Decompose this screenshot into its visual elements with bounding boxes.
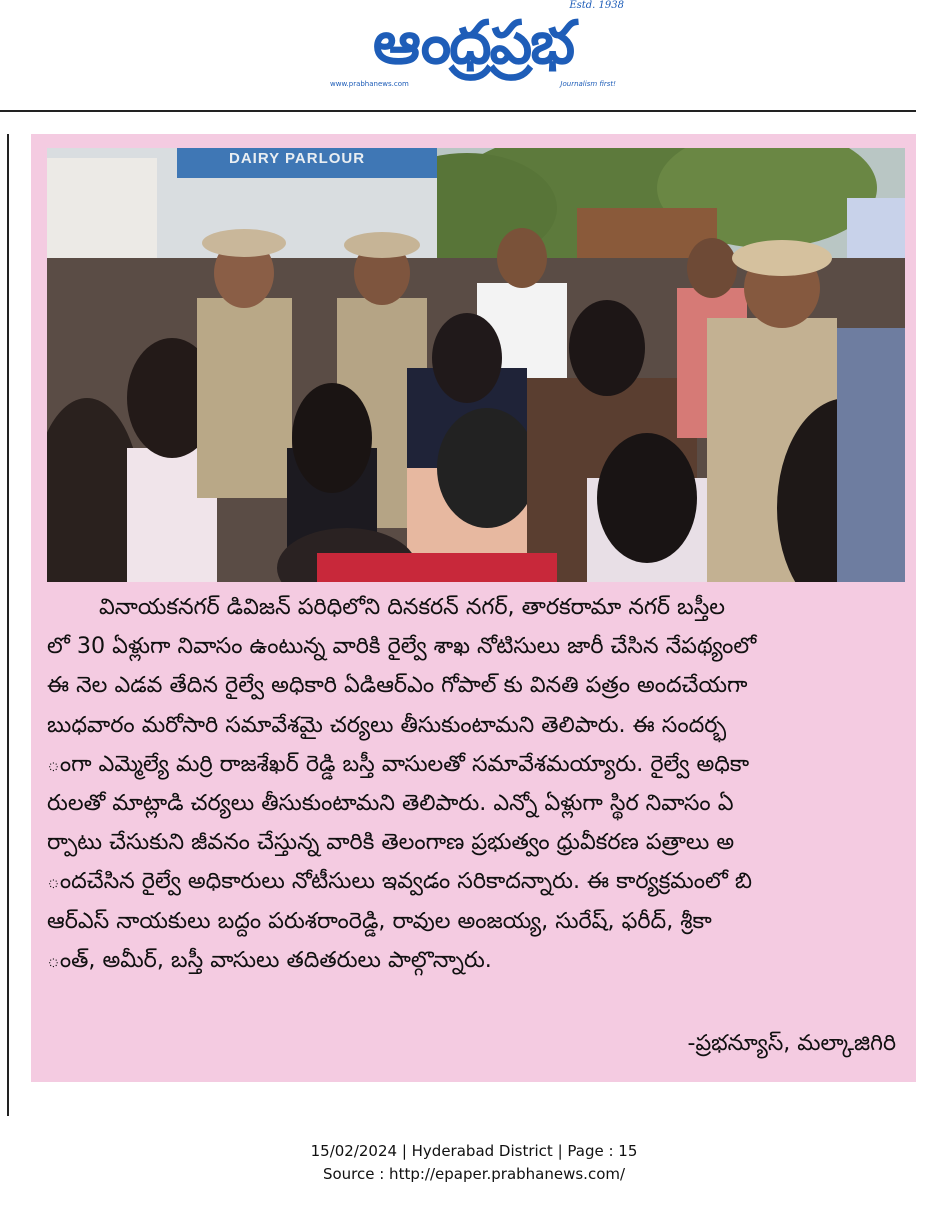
masthead [0,0,948,112]
article-byline: -ప్రభన్యూస్, మల్కాజిగిరి [687,1031,896,1056]
column-rule [7,134,9,1116]
footer-source-link[interactable]: Source : http://epaper.prabhanews.com/ [322,1165,626,1183]
article-body [47,588,905,980]
logo-wordmark: ఆంధ్రప్రభ [372,8,574,78]
article-line: రులతో మాట్లాడి చర్యలు తీసుకుంటామని తెలిపారు. ఎన్నో ఏళ్లుగా స్థిర నివాసం ఏ [47,789,734,816]
article-line: వినాయకనగర్ డివిజన్ పరిధిలోని దినకరన్ నగర్, తారకరామా నగర్ బస్తీల [99,594,725,620]
article-line: లో 30 ఏళ్లుగా నివాసం ఉంటున్న వారికి రైల్వే శాఖ నోటిసులు జారీ చేసిన నేపథ్యంలో [47,633,757,660]
masthead-divider [0,110,916,112]
photo-illustration [47,148,905,582]
article-line: ంత్, అమీర్, బస్తీ వాసులు తదితరులు పాల్గొన్నారు. [47,946,492,973]
article-line: ంగా ఎమ్మెల్యే మర్రి రాజశేఖర్ రెడ్డి బస్తీ వాసులతో సమావేశమయ్యారు. రైల్వే అధికా [47,750,750,777]
logo-tagline: Journalism first! [560,80,616,88]
page-footer [0,1140,948,1186]
logo-website: www.prabhanews.com [330,80,409,88]
article-line: ర్పాటు చేసుకుని జీవనం చేస్తున్న వారికి తెలంగాణ ప్రభుత్వం ధ్రువీకరణ పత్రాలు అ [47,829,735,856]
news-photo [47,148,905,582]
newspaper-logo [322,2,624,98]
article-line: ఈ నెల ఎడవ తేదిన రైల్వే అధికారి ఏడిఆర్ఎం గోపాల్ కు వినతి పత్రం అందచేయగా [47,672,748,699]
article-line: ఆర్ఎస్ నాయకులు బద్దం పరుశరాంరెడ్డి, రావుల అంజయ్య, సురేష్, ఫరీద్, శ్రీకా [47,907,712,934]
dairy-parlour-sign: DAIRY PARLOUR [229,150,366,167]
article-line: బుధవారం మరోసారి సమావేశమై చర్యలు తీసుకుంటామని తెలిపారు. ఈ సందర్భ [47,711,727,738]
footer-edition-info: 15/02/2024 | Hyderabad District | Page : 15 [310,1142,638,1160]
article-line: ందచేసిన రైల్వే అధికారులు నోటీసులు ఇవ్వడం సరికాదన్నారు. ఈ కార్యక్రమంలో బి [47,868,753,895]
established-label: Estd. 1938 [569,0,624,11]
news-clipping [31,134,916,1082]
